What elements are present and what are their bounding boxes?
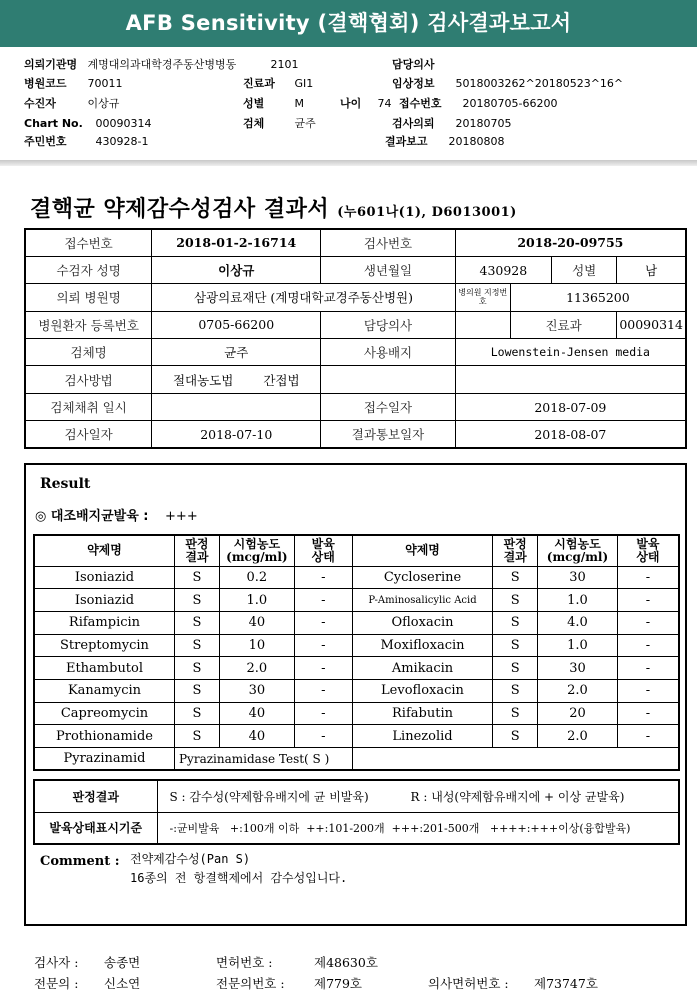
header-row-1 (24, 56, 456, 72)
drug-conc: 30 (538, 657, 618, 680)
drug-growth: - (294, 634, 352, 657)
drug-conc: 1.0 (219, 589, 294, 612)
header-row-4 (24, 115, 512, 131)
judge-criteria-label: 판정결과 (34, 780, 157, 812)
drug-name: Capreomycin (34, 702, 174, 725)
received: 2018-07-09 (455, 393, 686, 420)
hospital-code-label: 병의원 지정번호 (455, 284, 510, 311)
method-label: 검사방법 (25, 366, 152, 393)
control-growth (35, 505, 198, 524)
drug-row (34, 634, 679, 657)
drug-growth: - (294, 725, 352, 748)
drug-judge: S (174, 702, 219, 725)
header-value: 20180705 (455, 117, 512, 130)
specimen: 균주 (152, 339, 321, 366)
col-growth: 발육 상태 (617, 535, 679, 566)
header-label: 성별 (243, 97, 265, 110)
doctor (455, 311, 510, 338)
report-title (30, 192, 517, 223)
expert: 신소연 (104, 976, 141, 991)
header-value: 20180808 (448, 135, 505, 148)
drug-conc: 0.2 (219, 566, 294, 589)
header-label: Chart No. (24, 117, 83, 130)
method (152, 366, 321, 393)
doctor-label: 담당의사 (321, 311, 455, 338)
control-growth-value: +++ (165, 509, 198, 524)
patient-name: 이상규 (152, 256, 321, 283)
expert-license-label: 전문의번호 : (216, 976, 285, 991)
method-1: 절대농도법 (172, 372, 234, 388)
col-conc: 시험농도 (mcg/ml) (538, 535, 618, 566)
drug-conc: 40 (219, 725, 294, 748)
header-value: 2101 (270, 58, 299, 71)
drug-growth: - (294, 702, 352, 725)
drug-judge: S (174, 634, 219, 657)
drug-conc: 40 (219, 702, 294, 725)
header-value: 430928-1 (95, 135, 149, 148)
drug-growth: - (617, 589, 679, 612)
drug-growth: - (617, 657, 679, 680)
drug-conc: 30 (219, 679, 294, 702)
receipt-no: 2018-01-2-16714 (152, 229, 321, 256)
header-value: 00090314 (95, 117, 152, 130)
control-growth-label: ◎ 대조배지균발육 : (35, 509, 149, 524)
report-banner-title: AFB Sensitivity (결핵협회) 검사결과보고서 (0, 0, 697, 47)
drug-growth: - (294, 611, 352, 634)
report-title-text: 결핵균 약제감수성검사 결과서 (30, 196, 330, 222)
expert-label: 전문의 : (34, 976, 79, 991)
drug-growth: - (617, 702, 679, 725)
header-value: 균주 (294, 117, 316, 130)
col-drug: 약제명 (352, 535, 493, 566)
dept-label: 진료과 (510, 311, 616, 338)
collect-label: 검체채취 일시 (25, 393, 152, 420)
comment-label: Comment : (40, 854, 120, 869)
criteria-table (33, 779, 680, 845)
growth-std-label: 발육상태표시기준 (34, 812, 157, 844)
method-2: 간접법 (263, 372, 300, 388)
drug-judge: S (493, 589, 538, 612)
drug-row (34, 725, 679, 748)
header-label: 임상정보 (392, 77, 435, 90)
drug-row (34, 566, 679, 589)
header-value: 계명대의과대학경주동산병병동 (87, 58, 237, 71)
age-value: 74 (377, 97, 392, 110)
comment-line-1: 전약제감수성(Pan S) (130, 852, 251, 866)
header-row-2 (24, 75, 623, 91)
pza-name: Pyrazinamid (34, 748, 174, 771)
header-label: 수진자 (24, 97, 56, 110)
header-label: 결과보고 (385, 135, 428, 148)
drug-judge: S (174, 611, 219, 634)
tester-label: 검사자 : (34, 955, 79, 970)
drug-name: Isoniazid (34, 589, 174, 612)
hospital-code: 11365200 (510, 284, 686, 311)
header-label: 담당의사 (392, 58, 435, 71)
report-code: (누601나(1), D6013001) (337, 205, 517, 220)
header-label: 검사의뢰 (392, 117, 435, 130)
drug-judge: S (493, 702, 538, 725)
drug-judge: S (174, 725, 219, 748)
drug-row (34, 679, 679, 702)
tester: 송종면 (104, 955, 141, 970)
header-row-5 (24, 133, 505, 149)
judge-r: R : 내성(약제함유배지에 + 이상 균발육) (410, 789, 625, 804)
media: Lowenstein-Jensen media (455, 339, 686, 366)
drug-growth: - (617, 634, 679, 657)
reported: 2018-08-07 (455, 421, 686, 448)
col-drug: 약제명 (34, 535, 174, 566)
drug-judge: S (493, 679, 538, 702)
drug-judge: S (493, 725, 538, 748)
patient-info-table (24, 228, 687, 449)
reported-label: 결과통보일자 (321, 421, 455, 448)
col-growth: 발육 상태 (294, 535, 352, 566)
test-no: 2018-20-09755 (455, 229, 686, 256)
drug-name: Ofloxacin (352, 611, 493, 634)
license: 제48630호 (314, 955, 378, 970)
drug-row (34, 611, 679, 634)
pza-test: Pyrazinamidase Test( S ) (174, 748, 352, 771)
tested-label: 검사일자 (25, 421, 152, 448)
pza-empty (352, 748, 679, 771)
col-conc: 시험농도 (mcg/ml) (219, 535, 294, 566)
drug-name: Isoniazid (34, 566, 174, 589)
result-label: Result (40, 476, 91, 492)
drug-name: Moxifloxacin (352, 634, 493, 657)
received-label: 접수일자 (321, 393, 455, 420)
drug-judge: S (493, 611, 538, 634)
test-no-label: 검사번호 (321, 229, 455, 256)
drug-name: Levofloxacin (352, 679, 493, 702)
header-label: 진료과 (243, 77, 275, 90)
judge-s: S : 감수성(약제함유배지에 균 비발육) (169, 789, 369, 804)
result-box (24, 463, 687, 926)
drug-name: Linezolid (352, 725, 493, 748)
drug-growth: - (617, 611, 679, 634)
header-value: 5018003262^20180523^16^ (455, 77, 624, 90)
drug-conc: 1.0 (538, 634, 618, 657)
drug-growth: - (294, 657, 352, 680)
hospital-name: 삼광의료재단 (계명대학교경주동산병원) (152, 284, 455, 311)
header-value: 20180705-66200 (462, 97, 558, 110)
drug-growth: - (294, 566, 352, 589)
header-label: 병원코드 (24, 77, 67, 90)
drug-growth: - (294, 679, 352, 702)
drug-conc: 20 (538, 702, 618, 725)
drug-name: Amikacin (352, 657, 493, 680)
drug-row (34, 589, 679, 612)
comment-line-2: 16종의 전 항결핵제에서 감수성입니다. (130, 871, 348, 885)
drug-name: Kanamycin (34, 679, 174, 702)
header-label: 의뢰기관명 (24, 58, 78, 71)
pza-row (34, 748, 679, 771)
doctor-license: 제73747호 (534, 976, 598, 991)
chart-no-label: 병원환자 등록번호 (25, 311, 152, 338)
comment-text (130, 850, 347, 888)
method-empty-2 (455, 366, 686, 393)
header-row-3 (24, 95, 557, 111)
header-label: 주민번호 (24, 135, 67, 148)
chart-no: 0705-66200 (152, 311, 321, 338)
media-label: 사용배지 (321, 339, 455, 366)
tested: 2018-07-10 (152, 421, 321, 448)
drug-row (34, 702, 679, 725)
doctor-license-label: 의사면허번호 : (428, 976, 509, 991)
drug-growth: - (617, 566, 679, 589)
growth-std: -:균비발육 +:100개 이하 ++:101-200개 +++:201-500개 ++++:+++이상(융합발육) (157, 812, 679, 844)
drug-name: Prothionamide (34, 725, 174, 748)
drug-name: Ethambutol (34, 657, 174, 680)
dob: 430928 (455, 256, 551, 283)
specimen-label: 검체명 (25, 339, 152, 366)
col-judge: 판정 결과 (174, 535, 219, 566)
drug-judge: S (493, 634, 538, 657)
expert-license: 제779호 (314, 976, 363, 991)
drug-judge: S (493, 566, 538, 589)
drug-name: Cycloserine (352, 566, 493, 589)
hospital-label: 의뢰 병원명 (25, 284, 152, 311)
header-label: 검체 (243, 117, 265, 130)
col-judge: 판정 결과 (493, 535, 538, 566)
drug-conc: 40 (219, 611, 294, 634)
header-value: 이상규 (87, 97, 120, 110)
judge-criteria (157, 780, 679, 812)
drug-name: P-Aminosalicylic Acid (352, 589, 493, 612)
drug-growth: - (294, 589, 352, 612)
drug-judge: S (174, 589, 219, 612)
age-label: 나이 (340, 97, 362, 110)
drug-judge: S (174, 657, 219, 680)
drug-growth: - (617, 679, 679, 702)
drug-conc: 2.0 (538, 679, 618, 702)
drug-judge: S (174, 566, 219, 589)
patient-name-label: 수검자 성명 (25, 256, 152, 283)
drug-name: Rifabutin (352, 702, 493, 725)
drug-conc: 4.0 (538, 611, 618, 634)
dob-label: 생년월일 (321, 256, 455, 283)
drug-conc: 1.0 (538, 589, 618, 612)
header-value: GI1 (294, 77, 314, 90)
dept: 00090314 (617, 311, 686, 338)
header-divider (0, 160, 697, 166)
license-label: 면허번호 : (216, 955, 273, 970)
drug-judge: S (174, 679, 219, 702)
drug-name: Streptomycin (34, 634, 174, 657)
drug-table (33, 534, 680, 771)
header-value: M (294, 97, 304, 110)
sex-label: 성별 (552, 256, 617, 283)
header-label: 접수번호 (399, 97, 442, 110)
drug-conc: 2.0 (219, 657, 294, 680)
collect (152, 393, 321, 420)
drug-conc: 30 (538, 566, 618, 589)
method-empty (321, 366, 455, 393)
drug-name: Rifampicin (34, 611, 174, 634)
sex: 남 (617, 256, 686, 283)
drug-conc: 2.0 (538, 725, 618, 748)
header-value: 70011 (87, 77, 123, 90)
drug-row (34, 657, 679, 680)
drug-conc: 10 (219, 634, 294, 657)
receipt-no-label: 접수번호 (25, 229, 152, 256)
drug-judge: S (493, 657, 538, 680)
drug-growth: - (617, 725, 679, 748)
